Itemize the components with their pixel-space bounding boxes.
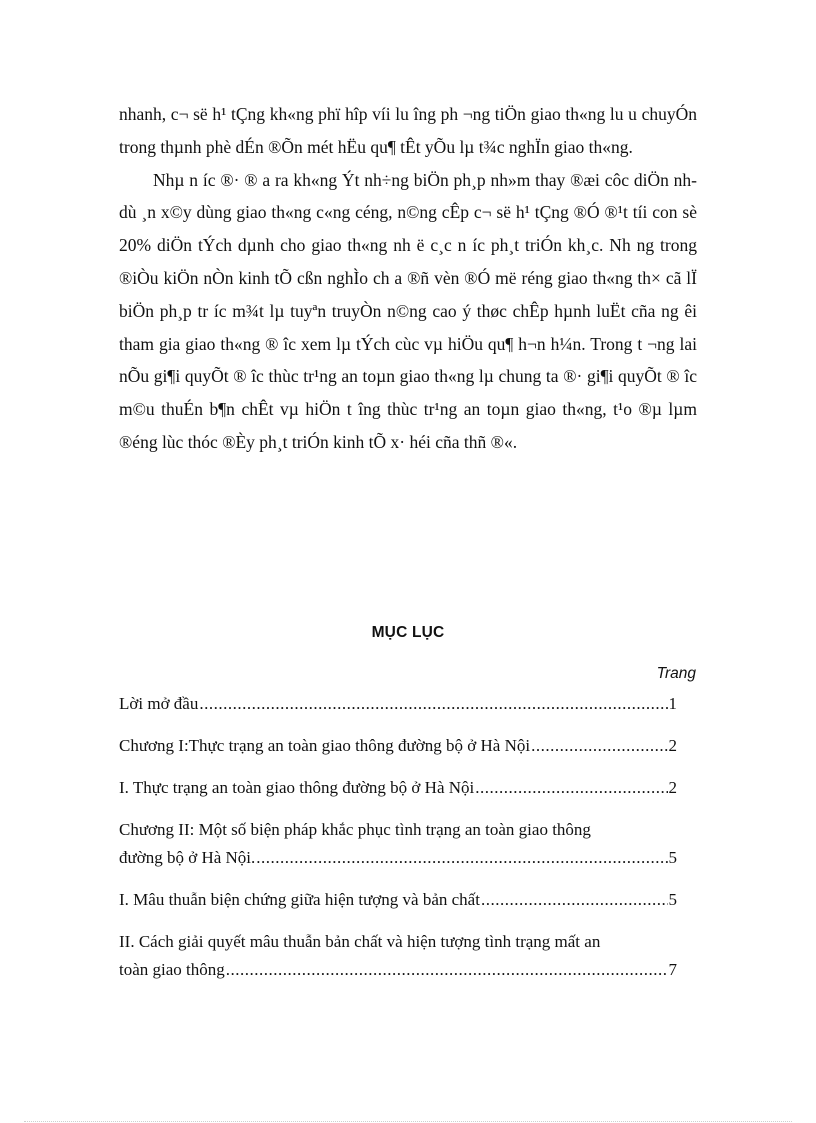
toc-dot-leader bbox=[531, 732, 667, 760]
toc-dot-leader bbox=[199, 690, 667, 718]
toc-entry-page: 5 bbox=[668, 890, 677, 909]
table-of-contents bbox=[119, 690, 677, 998]
toc-entry-label: I. Mâu thuẫn biện chứng giữa hiện tượng và bản chất bbox=[119, 890, 480, 909]
toc-dot-leader bbox=[475, 774, 667, 802]
toc-dot-leader bbox=[256, 844, 667, 872]
toc-entry-chuong-2-muc-2[interactable] bbox=[119, 928, 677, 984]
body-paragraph-2: Nhµ n íc ®· ® a ra kh«ng Ýt nh÷ng biÖn ph¸p nh»m thay ®æi côc diÖn nh dù ¸n x©y dùng giao th«ng c«ng céng, n©ng cÊp c¬ së h¹ tÇng ®Ó ®¹t tíi con sè 20% diÖn tÝch dµnh cho giao th«ng nh ë c¸c n íc ph¸t triÓn kh¸c. Nh ng trong ®iÒu kiÖn nÒn kinh tÕ cßn nghÌo ch a ®ñ vèn ®Ó më réng giao th«ng th× cã lÏ biÖn ph¸p tr íc m¾t lµ tuyªn truyÒn n©ng cao ý thøc chÊp hµnh luËt cña ng êi tham gia giao th«ng ® îc xem lµ tÝch cùc vµ hiÖu qu¶ h¬n h¼n. Trong t ¬ng lai nÕu gi¶i quyÕt ® îc thùc tr¹ng an toµn giao th«ng lµ chung ta ®· gi¶i quyÕt ® îc m©u thuÉn b¶n chÊt vµ hiÖn t îng thùc tr¹ng an toµn giao th«ng, t¹o ®µ lµm ®éng lùc thóc ®Èy ph¸t triÓn kinh tÕ x· héi cña thñ ®«. bbox=[119, 169, 697, 452]
toc-entry-chuong-1[interactable] bbox=[119, 732, 677, 760]
toc-entry-page: 2 bbox=[668, 778, 677, 797]
body-paragraph-1: nhanh, c¬ së h¹ tÇng kh«ng phï hîp víi lu îng ph ¬ng tiÖn giao th«ng lu u chuyÓn trong thµnh phè dÉn ®Õn mét hËu qu¶ tÊt yÕu lµ t¾c nghÏn giao th«ng. bbox=[119, 104, 697, 157]
toc-entry-chuong-1-muc-1[interactable] bbox=[119, 774, 677, 802]
toc-dot-leader bbox=[226, 956, 668, 984]
toc-dot-leader bbox=[481, 886, 668, 914]
toc-entry-chuong-2-muc-1[interactable] bbox=[119, 886, 677, 914]
toc-page-header: Trang bbox=[656, 665, 696, 682]
toc-entry-page: 2 bbox=[668, 736, 677, 755]
toc-entry-chuong-2[interactable] bbox=[119, 816, 677, 872]
toc-entry-page: 1 bbox=[668, 694, 677, 713]
toc-entry-last-line bbox=[119, 956, 677, 984]
toc-entry-label-line-2: đường bộ ở Hà Nội. bbox=[119, 848, 256, 867]
toc-entry-last-line bbox=[119, 844, 677, 872]
toc-entry-label-line-1: Chương II: Một số biện pháp khắc phục tình trạng an toàn giao thông bbox=[119, 820, 591, 839]
toc-entry-page: 7 bbox=[668, 960, 677, 979]
toc-entry-label-line-2: toàn giao thông bbox=[119, 960, 225, 979]
toc-title: MỤC LỤC bbox=[371, 624, 445, 641]
page-bottom-divider bbox=[24, 1121, 792, 1122]
toc-entry-label: Lời mở đầu bbox=[119, 694, 199, 713]
toc-entry-page: 5 bbox=[668, 848, 677, 867]
body-text bbox=[119, 98, 697, 459]
toc-entry-label: I. Thực trạng an toàn giao thông đường bộ ở Hà Nội bbox=[119, 778, 475, 797]
toc-entry-label-line-1: II. Cách giải quyết mâu thuẫn bản chất và hiện tượng tình trạng mất an bbox=[119, 932, 601, 951]
toc-entry-loi-mo-dau[interactable] bbox=[119, 690, 677, 718]
toc-entry-label: Chương I:Thực trạng an toàn giao thông đường bộ ở Hà Nội bbox=[119, 736, 531, 755]
